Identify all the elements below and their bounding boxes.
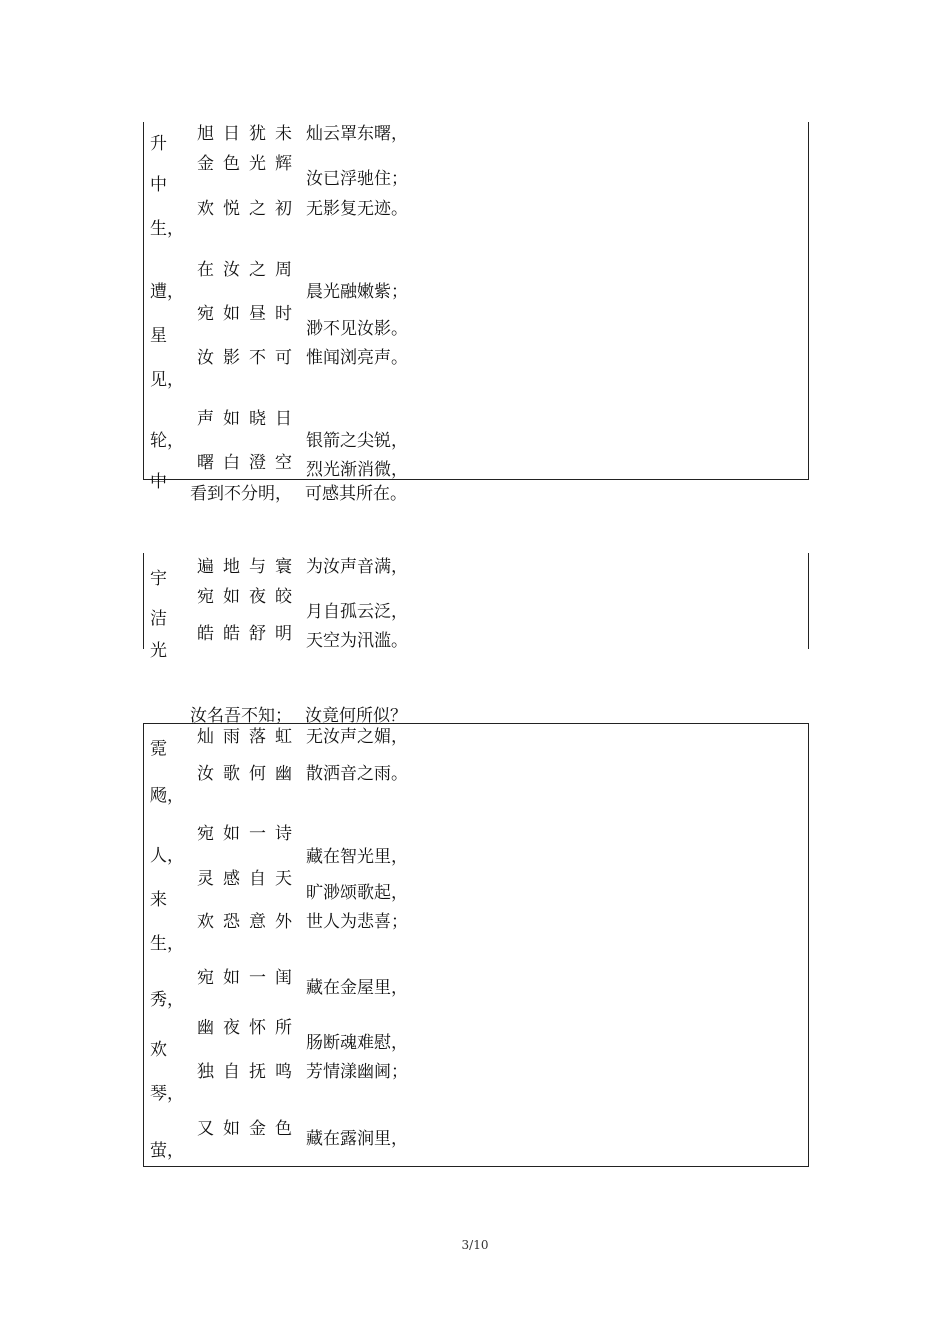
poem-line-left: 琴， [150, 1084, 184, 1104]
poem-line-middle: 宛如一诗 [197, 824, 301, 844]
poem-line-middle: 又如金色 [197, 1119, 301, 1139]
poem-line-right: 肠断魂难慰， [306, 1033, 408, 1053]
poem-line-left: 光 [150, 641, 167, 661]
poem-line-middle: 遍地与寰 [197, 557, 301, 577]
poem-line-left: 萤， [150, 1141, 184, 1161]
poem-line-right: 银箭之尖锐， [306, 431, 408, 451]
poem-line-right: 散洒音之雨。 [306, 764, 408, 784]
poem-line-left: 来 [150, 890, 167, 910]
poem-line-left: 秀， [150, 990, 184, 1010]
poem-line-middle: 曙白澄空 [197, 453, 301, 473]
poem-line-left: 见， [150, 370, 184, 390]
poem-line-middle: 独自抚鸣 [197, 1062, 301, 1082]
poem-line-middle: 汝影不可 [197, 348, 301, 368]
poem-block-3 [143, 723, 809, 1167]
poem-line-middle: 幽夜怀所 [197, 1018, 301, 1038]
poem-line-middle: 宛如夜皎 [197, 587, 301, 607]
poem-line-right: 天空为汛滥。 [306, 631, 408, 651]
poem-line-left: 升 [150, 134, 167, 154]
poem-line-right: 世人为悲喜； [306, 912, 408, 932]
poem-line-left: 洁 [150, 609, 167, 629]
poem-line-right: 晨光融嫩紫； [306, 282, 408, 302]
poem-line-middle: 金色光辉 [197, 154, 301, 174]
poem-line-between: 汝名吾不知； [190, 706, 292, 726]
poem-line-left: 中 [150, 472, 167, 492]
poem-line-left: 欢 [150, 1040, 167, 1060]
poem-line-right: 藏在金屋里， [306, 978, 408, 998]
poem-line-right: 月自孤云泛， [306, 602, 408, 622]
poem-line-middle: 声如晓日 [197, 409, 301, 429]
poem-line-middle: 灵感自天 [197, 869, 301, 889]
poem-line-right: 藏在露涧里， [306, 1129, 408, 1149]
poem-line-left: 霓 [150, 739, 167, 759]
poem-line-right: 芳情漾幽阃； [306, 1062, 408, 1082]
poem-line-right: 渺不见汝影。 [306, 319, 408, 339]
poem-line-right: 无影复无迹。 [306, 199, 408, 219]
poem-line-right: 旷渺颂歌起， [306, 883, 408, 903]
poem-line-right: 藏在智光里， [306, 847, 408, 867]
poem-line-right: 灿云罩东曙， [306, 124, 408, 144]
poem-line-middle: 皓皓舒明 [197, 624, 301, 644]
poem-line-between: 汝竟何所似？ [305, 706, 407, 726]
poem-line-middle: 在汝之周 [197, 260, 301, 280]
poem-line-left: 飏， [150, 786, 184, 806]
poem-line-middle: 汝歌何幽 [197, 764, 301, 784]
poem-line-left: 人， [150, 846, 184, 866]
poem-line-left: 星 [150, 326, 167, 346]
poem-line-left: 生， [150, 219, 184, 239]
poem-line-right: 为汝声音满， [306, 557, 408, 577]
poem-line-middle: 欢恐意外 [197, 912, 301, 932]
poem-line-left: 生， [150, 934, 184, 954]
poem-line-left: 中 [150, 175, 167, 195]
poem-line-right: 无汝声之媚， [306, 727, 408, 747]
poem-line-right: 汝已浮驰住； [306, 169, 408, 189]
poem-line-left: 宇 [150, 569, 167, 589]
poem-line-left: 遭， [150, 282, 184, 302]
poem-line-middle: 旭日犹未 [197, 124, 301, 144]
poem-line-between: 看到不分明， [190, 484, 292, 504]
poem-line-middle: 宛如昼时 [197, 304, 301, 324]
poem-line-middle: 宛如一闺 [197, 968, 301, 988]
poem-line-middle: 灿雨落虹 [197, 727, 301, 747]
poem-line-between: 可感其所在。 [305, 484, 407, 504]
poem-line-middle: 欢悦之初 [197, 199, 301, 219]
poem-block-1 [143, 122, 809, 492]
poem-block-2 [143, 553, 809, 661]
page-number: 3/10 [461, 1238, 489, 1252]
poem-line-right: 烈光渐消微， [306, 460, 408, 480]
poem-line-right: 惟闻浏亮声。 [306, 348, 408, 368]
poem-line-left: 轮， [150, 431, 184, 451]
